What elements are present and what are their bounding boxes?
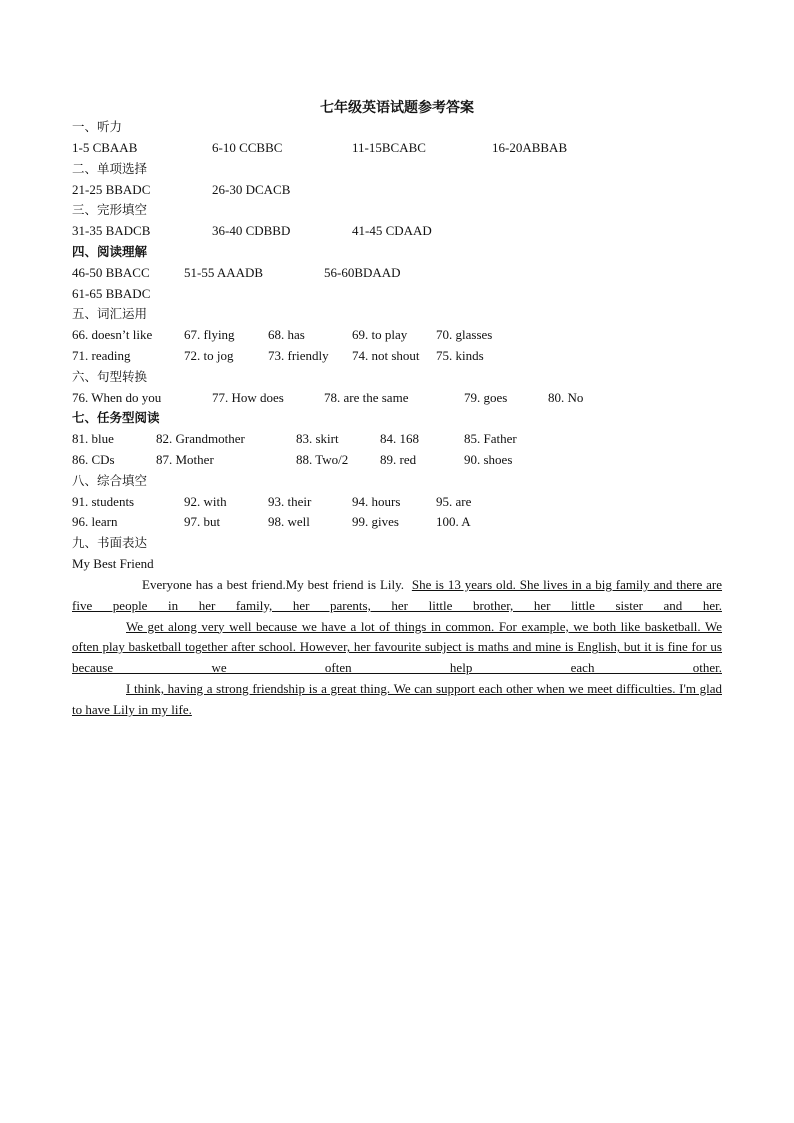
- answer-cell: 100. A: [436, 514, 471, 529]
- answer-cell: 98. well: [268, 514, 310, 529]
- answer-cell: 31-35 BADCB: [72, 223, 151, 238]
- answer-row: [72, 263, 722, 283]
- answer-cell: 70. glasses: [436, 327, 493, 342]
- answer-cell: 85. Father: [464, 431, 517, 446]
- answer-cell: 26-30 DCACB: [212, 182, 291, 197]
- answer-cell: 76. When do you: [72, 390, 162, 405]
- answer-cell: 83. skirt: [296, 431, 339, 446]
- page-title: 七年级英语试题参考答案: [320, 100, 474, 116]
- essay-paragraph: [72, 575, 722, 617]
- essay-underlined-text: I think, having a strong friendship is a great thing. We can support each other when we meet difficulties. I'm glad to have Lily in my life.: [72, 680, 722, 717]
- answer-cell: 61-65 BBADC: [72, 286, 151, 301]
- answer-row: [72, 180, 722, 200]
- answer-cell: 16-20ABBAB: [492, 140, 568, 155]
- answer-row: [72, 346, 722, 366]
- answer-cell: 90. shoes: [464, 452, 513, 467]
- essay-sentence: Everyone has a best friend.My best friend is Lily.: [142, 577, 405, 592]
- section-heading-single-choice: 二、单项选择: [72, 161, 148, 176]
- section-heading-reading: 四、阅读理解: [72, 244, 148, 259]
- answer-cell: 41-45 CDAAD: [352, 223, 432, 238]
- answer-row: [72, 325, 722, 345]
- section-heading-task-reading: 七、任务型阅读: [72, 410, 160, 425]
- answer-cell: 86. CDs: [72, 452, 115, 467]
- section-heading-vocabulary: 五、词汇运用: [72, 306, 148, 321]
- answer-cell: 71. reading: [72, 348, 131, 363]
- answer-cell: 77. How does: [212, 390, 284, 405]
- section-heading-cloze: 三、完形填空: [72, 202, 148, 217]
- answer-cell: 66. doesn’t like: [72, 327, 153, 342]
- answer-cell: 73. friendly: [268, 348, 329, 363]
- answer-cell: 78. are the same: [324, 390, 409, 405]
- answer-cell: 68. has: [268, 327, 305, 342]
- answer-cell: 21-25 BBADC: [72, 182, 151, 197]
- answer-cell: 94. hours: [352, 494, 401, 509]
- answer-cell: 97. but: [184, 514, 221, 529]
- answer-cell: 75. kinds: [436, 348, 484, 363]
- answer-cell: 88. Two/2: [296, 452, 349, 467]
- answer-cell: 6-10 CCBBC: [212, 140, 283, 155]
- answer-cell: 36-40 CDBBD: [212, 223, 291, 238]
- answer-row: [72, 492, 722, 512]
- section-heading-writing: 九、书面表达: [72, 535, 148, 550]
- essay-paragraph: [72, 617, 722, 679]
- answer-cell: 84. 168: [380, 431, 419, 446]
- answer-cell: 82. Grandmother: [156, 431, 245, 446]
- answer-cell: 99. gives: [352, 514, 399, 529]
- answer-cell: 81. blue: [72, 431, 114, 446]
- answer-cell: 93. their: [268, 494, 312, 509]
- answer-cell: 67. flying: [184, 327, 235, 342]
- essay-paragraph: [72, 679, 722, 721]
- answer-cell: 11-15BCABC: [352, 140, 426, 155]
- section-heading-comprehensive-fill: 八、综合填空: [72, 473, 148, 488]
- answer-cell: 87. Mother: [156, 452, 214, 467]
- answer-cell: 1-5 CBAAB: [72, 140, 138, 155]
- answer-cell: 91. students: [72, 494, 135, 509]
- section-heading-sentence-transform: 六、句型转换: [72, 369, 148, 384]
- answer-cell: 69. to play: [352, 327, 408, 342]
- answer-cell: 74. not shout: [352, 348, 420, 363]
- essay-underlined-text: We get along very well because we have a lot of things in common. For example, we both like basketball. We often play basketball together after school. However, her favourite subject is maths and mine is English, but it is fine for us because we often help each other.: [72, 618, 722, 676]
- answer-cell: 46-50 BBACC: [72, 265, 150, 280]
- answer-cell: 79. goes: [464, 390, 508, 405]
- answer-row: [72, 450, 722, 470]
- answer-cell: 92. with: [184, 494, 227, 509]
- answer-cell: 51-55 AAADB: [184, 265, 264, 280]
- answer-row: [72, 429, 722, 449]
- section-heading-listening: 一、听力: [72, 119, 123, 134]
- answer-cell: 89. red: [380, 452, 417, 467]
- answer-row: [72, 138, 722, 158]
- answer-row: [72, 221, 722, 241]
- answer-cell: 80. No: [548, 390, 584, 405]
- answer-cell: 96. learn: [72, 514, 118, 529]
- answer-cell: 56-60BDAAD: [324, 265, 401, 280]
- answer-cell: 95. are: [436, 494, 472, 509]
- answer-row: [72, 512, 722, 532]
- essay-title: My Best Friend: [72, 556, 154, 571]
- answer-row: [72, 388, 722, 408]
- essay-underlined-text: She is 13 years old. She lives in a big family and there are five people in her family, her parents, her little brother, her little sister and her.: [72, 577, 723, 613]
- answer-row: [72, 284, 722, 304]
- essay-body: [72, 575, 722, 721]
- answer-cell: 72. to jog: [184, 348, 234, 363]
